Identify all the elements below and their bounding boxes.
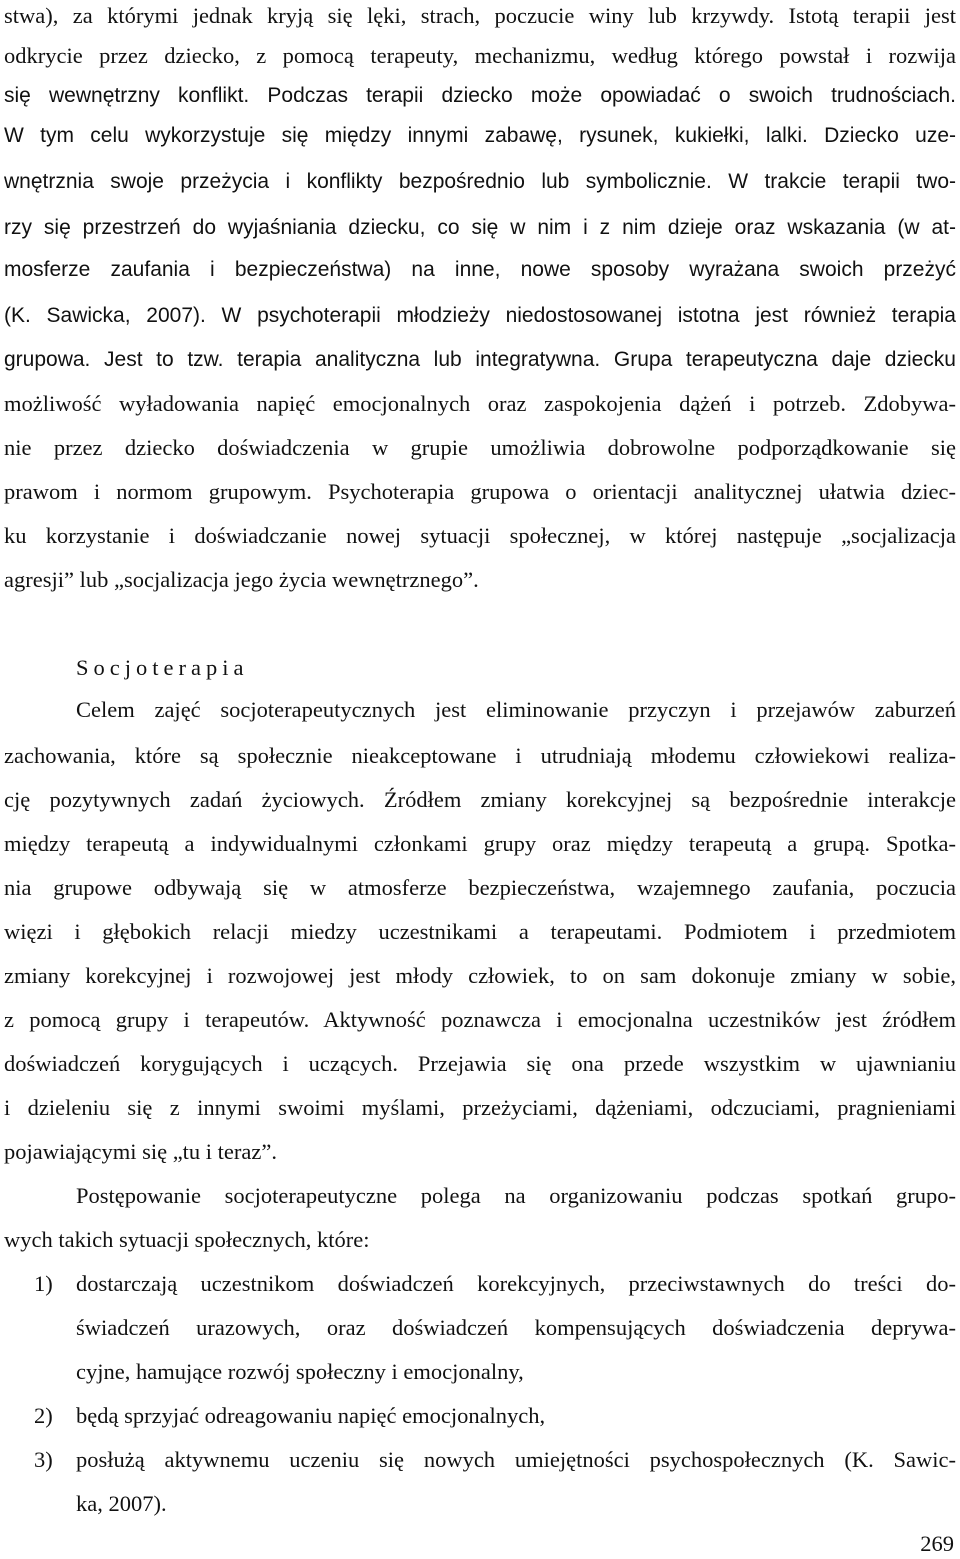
list-item-line: będą sprzyjać odreagowaniu napięć emocjonalnych, (76, 1403, 546, 1428)
list-item-line: dostarczają uczestnikom doświadczeń korekcyjnych, przeciwstawnych do treści do- (76, 1271, 956, 1296)
text-line: (K. Sawicka, 2007). W psychoterapii młodzieży niedostosowanej istotna jest również terapia (4, 304, 956, 327)
text-line: agresji” lub „socjalizacja jego życia wewnętrznego”. (4, 567, 479, 592)
list-item-line: posłużą aktywnemu uczeniu się nowych umiejętności psychospołecznych (K. Sawic- (76, 1447, 956, 1472)
text-line: stwa), za którymi jednak kryją się lęki, strach, poczucie winy lub krzywdy. Istotą terapii jest (4, 3, 956, 28)
text-line: rzy się przestrzeń do wyjaśniania dziecku, co się w nim i z nim dzieje oraz wskazania (w at- (4, 216, 956, 239)
text-line: cję pozytywnych zadań życiowych. Źródłem zmiany korekcyjnej są bezpośrednie interakcje (4, 787, 956, 812)
text-line: się wewnętrzny konflikt. Podczas terapii dziecko może opowiadać o swoich trudnościach. (4, 84, 956, 107)
text-line: zmiany korekcyjnej i rozwojowej jest młody człowiek, to on sam dokonuje zmiany w sobie, (4, 963, 956, 988)
text-line: Postępowanie socjoterapeutyczne polega na organizowaniu podczas spotkań grupo- (76, 1183, 956, 1208)
text-line: nie przez dziecko doświadczenia w grupie umożliwia dobrowolne podporządkowanie się (4, 435, 956, 460)
list-item-line: cyjne, hamujące rozwój społeczny i emocjonalny, (76, 1359, 524, 1384)
text-line: W tym celu wykorzystuje się między innymi zabawę, rysunek, kukiełki, lalki. Dziecko uze- (4, 124, 956, 147)
text-line: ku korzystanie i doświadczanie nowej sytuacji społecznej, w której następuje „socjalizacja (4, 523, 956, 548)
text-line: między terapeutą a indywidualnymi członkami grupy oraz między terapeutą a grupą. Spotka- (4, 831, 956, 856)
text-line: możliwość wyładowania napięć emocjonalnych oraz zaspokojenia dążeń i potrzeb. Zdobywa- (4, 391, 956, 416)
section-heading: Socjoterapia (76, 655, 249, 680)
text-line: więzi i głębokich relacji miedzy uczestnikami a terapeutami. Podmiotem i przedmiotem (4, 919, 956, 944)
list-number: 1) (34, 1271, 53, 1296)
list-item-line: świadczeń urazowych, oraz doświadczeń kompensujących doświadczenia deprywa- (76, 1315, 956, 1340)
text-line: grupowa. Jest to tzw. terapia analityczna lub integratywna. Grupa terapeutyczna daje dziecku (4, 348, 956, 371)
text-line: zachowania, które są społecznie nieakceptowane i utrudniają młodemu człowiekowi realiza- (4, 743, 956, 768)
text-line: Celem zajęć socjoterapeutycznych jest eliminowanie przyczyn i przejawów zaburzeń (76, 697, 956, 722)
page-number: 269 (920, 1531, 954, 1556)
text-line: mosferze zaufania i bezpieczeństwa) na inne, nowe sposoby wyrażana swoich przeżyć (4, 258, 956, 281)
list-number: 3) (34, 1447, 53, 1472)
list-item-line: ka, 2007). (76, 1491, 167, 1516)
text-line: z pomocą grupy i terapeutów. Aktywność poznawcza i emocjonalna uczestników jest źródłem (4, 1007, 956, 1032)
text-line: nia grupowe odbywają się w atmosferze bezpieczeństwa, wzajemnego zaufania, poczucia (4, 875, 956, 900)
text-line: wych takich sytuacji społecznych, które: (4, 1227, 370, 1252)
text-line: odkrycie przez dziecko, z pomocą terapeuty, mechanizmu, według którego powstał i rozwija (4, 43, 956, 68)
list-number: 2) (34, 1403, 53, 1428)
text-line: wnętrznia swoje przeżycia i konflikty bezpośrednio lub symbolicznie. W trakcie terapii two- (4, 170, 956, 193)
text-line: pojawiającymi się „tu i teraz”. (4, 1139, 277, 1164)
text-line: prawom i normom grupowym. Psychoterapia grupowa o orientacji analitycznej ułatwia dziec- (4, 479, 956, 504)
text-line: i dzieleniu się z innymi swoimi myślami, przeżyciami, dążeniami, odczuciami, pragnieniami (4, 1095, 956, 1120)
text-line: doświadczeń korygujących i uczących. Przejawia się ona przede wszystkim w ujawnianiu (4, 1051, 956, 1076)
